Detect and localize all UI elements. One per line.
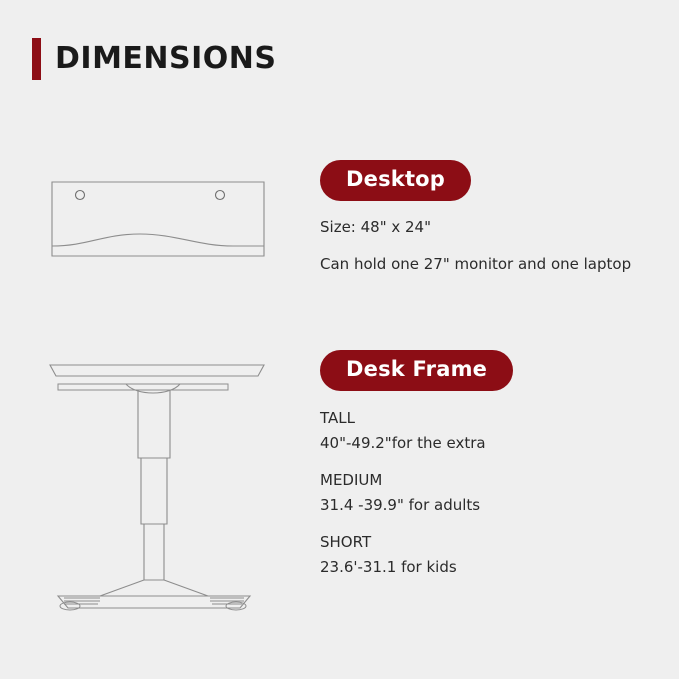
header-accent-bar [32,38,41,80]
frame-height-value-tall: 40"-49.2"for the extra [320,433,486,452]
desk-frame-side-view-diagram [40,340,290,634]
desk-frame-text-column [320,350,670,577]
frame-height-label-short: SHORT [320,533,372,551]
frame-height-label-tall: TALL [320,409,355,427]
desktop-size-line: Size: 48" x 24" [320,218,431,236]
desktop-capacity-line: Can hold one 27" monitor and one laptop [320,254,632,273]
desktop-text-column [320,160,670,274]
page-header [32,38,277,80]
frame-height-label-medium: MEDIUM [320,471,383,489]
frame-height-value-medium: 31.4 -39.9" for adults [320,495,481,514]
page-title: DIMENSIONS [55,41,277,76]
desk-frame-pill-label: Desk Frame [320,350,513,391]
frame-height-value-short: 23.6'-31.1 for kids [320,557,457,576]
desktop-pill-label: Desktop [320,160,471,201]
desktop-top-view-diagram [48,160,268,284]
